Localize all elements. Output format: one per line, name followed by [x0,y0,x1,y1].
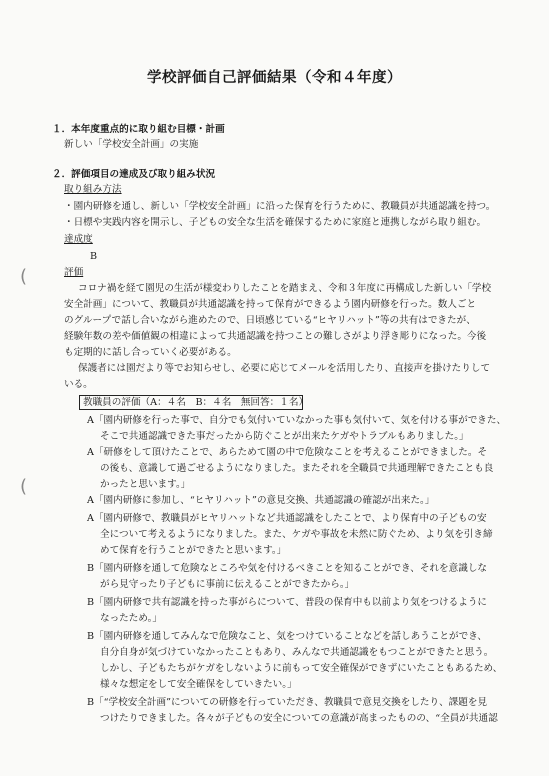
comment-line: A「研修をして頂けたことで、あらためて園の中で危険なことを考えることができました。そ [87,447,488,458]
staff-evaluation-summary: 教職員の評価（A：４名 B：４名 無回答：１名） [83,397,309,408]
evaluation-line: いる。 [64,379,93,390]
comment-line: B「園内研修で共有認識を持った事がらについて、普段の保育中も以前より気をつけるように [87,597,488,608]
approach-label: 取り組み方法 [64,184,122,195]
comment-line: B「園内研修を通してみんなで危険なこと、気をつけていることなどを話しあうことができ、 [87,631,488,642]
evaluation-line: のグループで話し合いながら進めたので、日頃感じている“ヒヤリハット”等の共有はできたが、 [64,315,476,326]
comment-line: 自分自身が気づけていなかったこともあり、みんなで共通認識をもつことができたと思う。 [100,647,494,658]
comment-line: がら見守ったり子どもに事前に伝えることができたから。」 [100,579,355,590]
comment-line: A「園内研修に参加し、“ヒヤリハット”の意見交換、共通認識の確認が出来た。」 [87,495,435,506]
comment-line: かったと思います。」 [100,479,191,490]
evaluation-line: 安全計画」について、教職員が共通認識を持って保育ができるよう園内研修を行った。数人ごと [64,299,477,310]
achievement-label: 達成度 [64,234,93,245]
comment-line: A「園内研修で、教職員がヒヤリハットなど共通認識をしたことで、より保育中の子どもの安 [87,513,487,524]
comment-line: なったため。」 [100,613,162,624]
comment-line: つけたりできました。各々が子どもの安全についての意識が高まったものの、“全員が共通認 [100,713,498,724]
approach-line: ・日標や実践内容を開示し、子どもの安全な生活を確保するために家庭と連携しながら取り組む。 [64,217,487,228]
section1-body: 新しい「学校安全計画」の実施 [64,139,199,150]
evaluation-line: も定期的に話し合っていく必要がある。 [64,347,237,358]
comment-line: の後も、意識して過ごせるようになりました。またそれを全職員で共通理解できたことも良 [100,463,494,474]
comment-line: B「園内研修を通して危険なところや気を付けるべきことを知ることができ、それを意識しな [87,563,488,574]
achievement-value: B [90,251,98,262]
comment-line: A「園内研修を行った事で、自分でも気付いていなかった事も気付いて、気を付ける事ができた、 [87,415,507,426]
staff-evaluation-box [79,395,309,410]
evaluation-label: 評価 [64,267,84,278]
evaluation-line: 保護者には園だより等でお知らせし、必要に応じてメールを活用したり、直接声を掛けたりして [78,363,491,374]
comment-line: そこで共通認識できた事だったから防ぐことが出来たケガやトラブルもありました。」 [100,431,469,442]
section1-heading: １．本年度重点的に取り組む目標・計画 [52,124,225,135]
comment-line: B「“学校安全計画”についての研修を行っていただき、教職員で意見交換をしたり、課題を見 [87,697,488,708]
comment-line: 様々な想定をして安全確保をしていきたい。」 [100,679,297,690]
comment-line: めて保育を行うことができたと思います。」 [100,545,287,556]
binding-hole-mark: ( [20,266,28,287]
evaluation-line: 経験年数の差や価値観の相違によって共通認識を持つことの難しさがより浮き彫りになった。今後 [64,331,487,342]
comment-line: しかし、子どもたちがケガをしないように前もって安全確保ができずにいたこともあるため、 [100,663,503,674]
comment-line: 全について考えるようになりました。また、ケガや事故を未然に防ぐため、より気を引き締 [100,529,493,540]
section2-heading: ２．評価項目の達成及び取り組み状況 [52,169,216,180]
evaluation-line: コロナ禍を経て園児の生活が様変わりしたことを踏まえ、令和３年度に再構成した新しい「学校 [78,283,492,294]
binding-hole-mark: ( [20,476,28,497]
page-title: 学校評価自己評価結果（令和４年度） [147,70,402,86]
approach-line: ・園内研修を通し、新しい「学校安全計画」に沿った保育を行うために、教職員が共通認識を持つ。 [64,201,496,212]
